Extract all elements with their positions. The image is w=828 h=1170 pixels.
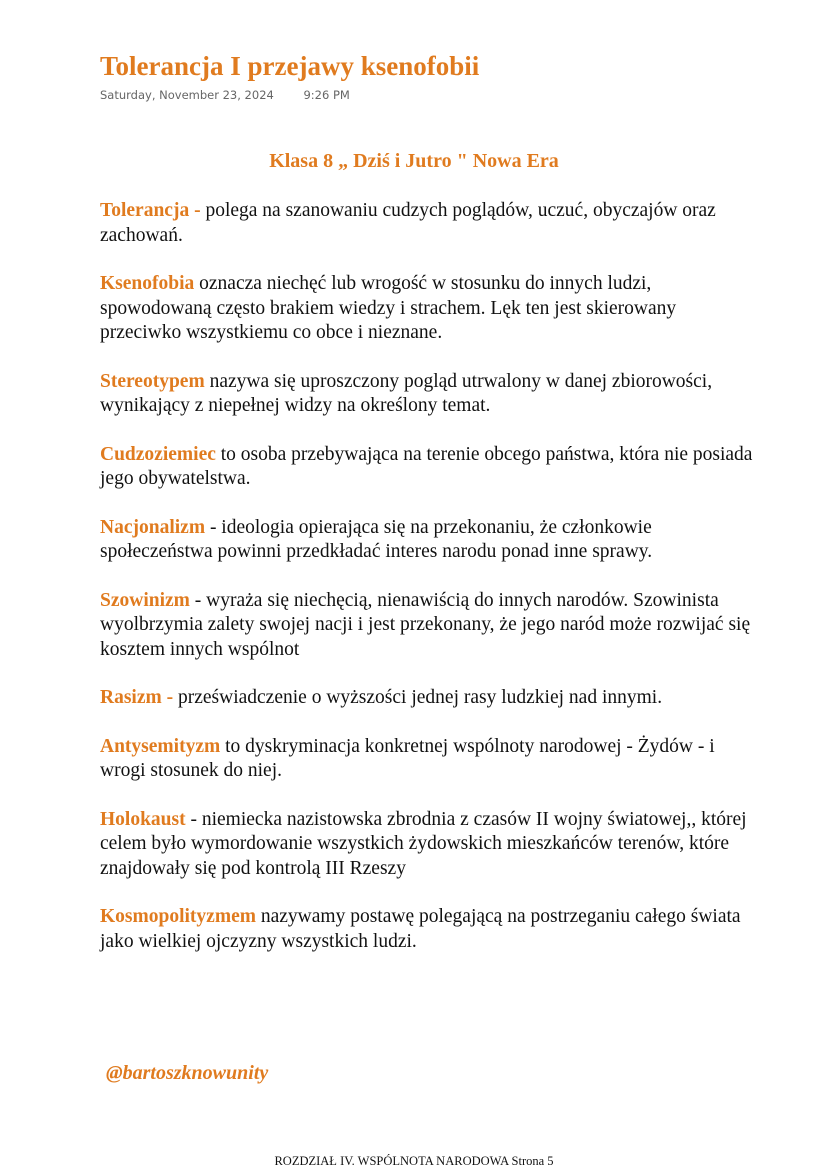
definition-holokaust — [100, 808, 760, 882]
definition-term: Cudzoziemiec — [100, 443, 216, 465]
definitions-list — [100, 199, 760, 978]
note-time: 9:26 PM — [303, 88, 350, 102]
definition-rasizm — [100, 686, 760, 711]
definition-term: Antysemityzm — [100, 735, 221, 757]
definition-text: nazywa się uproszczony pogląd utrwalony w danej zbiorowości, wynikający z niepełnej widzy na określony temat. — [100, 370, 713, 416]
page-title: Tolerancja I przejawy ksenofobii — [100, 51, 480, 81]
definition-text: polega na szanowaniu cudzych poglądów, uczuć, obyczajów oraz zachowań. — [100, 200, 716, 246]
note-date: Saturday, November 23, 2024 — [100, 88, 274, 102]
definition-term: Kosmopolityzmem — [100, 906, 256, 927]
definition-kosmopolityzm — [100, 905, 760, 954]
definition-text: - ideologia opierająca się na przekonaniu, że członkowie społeczeństwa powinni przedkładać interes narodu ponad inne sprawy. — [100, 516, 653, 562]
definition-text: to dyskryminacja konkretnej wspólnoty narodowej - Żydów - i wrogi stosunek do niej. — [100, 735, 715, 781]
definition-term: Ksenofobia — [100, 273, 195, 294]
definition-term: Szowinizm — [100, 589, 190, 611]
definition-tolerancja — [100, 199, 760, 248]
definition-antysemityzm — [100, 735, 760, 784]
author-handle: @bartoszknowunity — [106, 1062, 269, 1084]
definition-text: przeświadczenie o wyższości jednej rasy ludzkiej nad innymi. — [173, 687, 663, 708]
definition-text: oznacza niechęć lub wrogość w stosunku do innych ludzi, spowodowaną często brakiem wiedzy i strachem. Lęk ten jest skierowany przeciwko wszystkiemu co obce i nieznane. — [100, 273, 677, 343]
definition-text: nazywamy postawę polegającą na postrzeganiu całego świata jako wielkiej ojczyzny wszystkich ludzi. — [100, 906, 741, 952]
definition-term: Rasizm - — [100, 687, 174, 708]
definition-term: Tolerancja - — [100, 200, 201, 221]
page-footer: ROZDZIAŁ IV. WSPÓLNOTA NARODOWA Strona 5 — [274, 1154, 554, 1168]
definition-ksenofobia — [100, 272, 760, 346]
definition-szowinizm — [100, 589, 760, 663]
definition-term: Holokaust — [100, 808, 186, 830]
definition-text: to osoba przebywająca na terenie obcego państwa, która nie posiada jego obywatelstwa. — [100, 443, 753, 489]
definition-cudzoziemiec — [100, 443, 760, 492]
definition-term: Stereotypem — [100, 370, 205, 392]
note-timestamp — [100, 88, 350, 102]
definition-text: - niemiecka nazistowska zbrodnia z czasów II wojny światowej,, której celem było wymordowanie wszystkich żydowskich mieszkańców terenów, które znajdowały się pod kontrolą III Rzeszy — [100, 808, 747, 879]
definition-nacjonalizm — [100, 516, 760, 565]
definition-term: Nacjonalizm — [100, 516, 206, 538]
definition-stereotyp — [100, 370, 760, 419]
class-subtitle: Klasa 8 „ Dziś i Jutro " Nowa Era — [269, 150, 559, 172]
definition-text: - wyraża się niechęcią, nienawiścią do innych narodów. Szowinista wyolbrzymia zalety swojej nacji i jest przekonany, że jego naród może rozwijać się kosztem innych wspólnot — [100, 589, 751, 660]
